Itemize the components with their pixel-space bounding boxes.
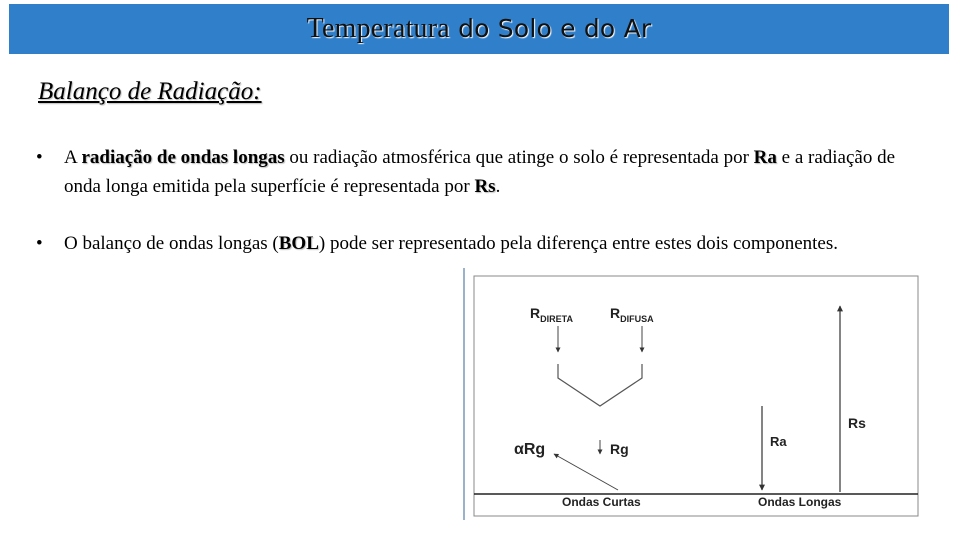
ondas-longas-label: Ondas Longas: [758, 495, 842, 509]
bullet-text-segment: O balanço de ondas longas (: [64, 233, 279, 254]
bullet-text-2: [36, 229, 916, 258]
bullet-marker: •: [36, 233, 43, 254]
bullet-text-segment: .: [495, 176, 501, 197]
bold-term-ondas-longas: radiação de ondas longas: [81, 147, 285, 168]
title-bar: [9, 4, 949, 54]
bullet-text-segment: A: [64, 147, 82, 168]
slide-title: [307, 13, 652, 45]
ondas-curtas-label: Ondas Curtas: [562, 495, 641, 509]
bullet-marker: •: [36, 147, 43, 168]
bold-term-bol: BOL: [278, 233, 319, 254]
bullet-text-1: [36, 143, 916, 201]
rg-label: Rg: [610, 441, 629, 457]
bullet-item-2: [36, 229, 916, 258]
bold-term-ra: Ra: [753, 147, 777, 168]
section-heading: Balanço de Radiação:: [38, 78, 262, 105]
title-part-2: do Solo e do Ar: [449, 14, 652, 43]
title-part-1: Temperatura: [306, 13, 450, 44]
radiation-balance-diagram: [462, 268, 922, 520]
sum-converge-lines: [558, 364, 642, 406]
alpha-rg-label: αRg: [514, 441, 546, 458]
reflected-arrow: [554, 454, 618, 490]
diagram-frame: [474, 276, 918, 516]
rs-label: Rs: [848, 415, 866, 431]
bullet-text-segment: ) pode ser representado pela diferença entre estes dois componentes.: [318, 233, 838, 254]
bullet-text-segment: e a radiação de onda longa emitida pela superfície é representada por: [64, 147, 896, 197]
bold-term-rs: Rs: [474, 176, 496, 197]
bullet-text-segment: ou radiação atmosférica que atinge o solo é representada por: [284, 147, 754, 168]
r-direta-label: $R_{DIRETA}$: [530, 305, 573, 324]
ra-label: Ra: [770, 434, 787, 449]
bullet-item-1: [36, 143, 916, 201]
r-difusa-label: $R_{DIFUSA}$: [610, 305, 654, 324]
